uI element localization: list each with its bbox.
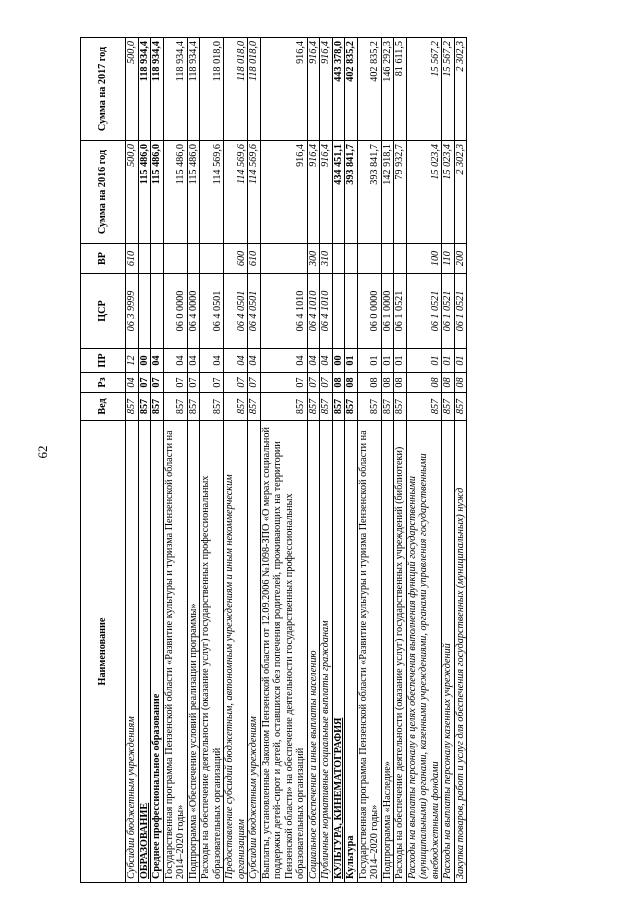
row-pr-cell: 04 xyxy=(200,349,224,373)
row-vr-cell: 310 xyxy=(320,244,333,274)
row-pr-cell: 01 xyxy=(406,349,442,373)
row-ved-cell: 857 xyxy=(307,393,320,421)
row-rz-cell: 07 xyxy=(248,373,261,393)
row-sum-2016-cell: 393 841,7 xyxy=(357,141,381,244)
row-sum-2017-cell: 118 018,0 xyxy=(248,38,261,141)
row-sum-2017-cell: 118 934,4 xyxy=(163,38,187,141)
row-sum-2016-cell: 114 569,6 xyxy=(224,141,248,244)
row-rz-cell: 07 xyxy=(307,373,320,393)
row-sum-2016-cell: 500,0 xyxy=(126,141,139,244)
row-name-cell: ОБРАЗОВАНИЕ xyxy=(138,421,151,883)
row-ved-cell: 857 xyxy=(381,393,394,421)
row-ved-cell: 857 xyxy=(320,393,333,421)
row-sum-2017-cell: 402 835,2 xyxy=(345,38,358,141)
row-name-cell: Расходы на обеспечение деятельности (оказание услуг) государственных учреждений (библиотеки) xyxy=(394,421,407,883)
row-sum-2016-cell: 2 302,3 xyxy=(454,141,467,244)
header-ved: Вед xyxy=(81,393,126,421)
table-row xyxy=(200,38,224,883)
row-sum-2017-cell: 118 934,4 xyxy=(187,38,200,141)
row-vr-cell xyxy=(163,244,187,274)
row-rz-cell: 07 xyxy=(163,373,187,393)
row-pr-cell: 04 xyxy=(163,349,187,373)
row-sum-2017-cell: 15 567,2 xyxy=(406,38,442,141)
row-vr-cell xyxy=(187,244,200,274)
row-pr-cell: 04 xyxy=(320,349,333,373)
row-ved-cell: 857 xyxy=(126,393,139,421)
row-rz-cell: 08 xyxy=(406,373,442,393)
row-name-cell: Государственная программа Пензенской области «Развитие культуры и туризма Пензенской области на 2014–2020 годы» xyxy=(163,421,187,883)
row-sum-2017-cell: 118 934,4 xyxy=(138,38,151,141)
row-rz-cell: 07 xyxy=(224,373,248,393)
row-vr-cell xyxy=(345,244,358,274)
row-csr-cell: 06 4 0501 xyxy=(224,274,248,349)
header-row xyxy=(81,38,126,883)
row-sum-2016-cell: 115 486,0 xyxy=(138,141,151,244)
row-pr-cell: 04 xyxy=(187,349,200,373)
row-sum-2016-cell: 15 023,4 xyxy=(442,141,455,244)
row-pr-cell: 04 xyxy=(307,349,320,373)
row-name-cell: Среднее профессиональное образование xyxy=(151,421,164,883)
row-name-cell: Предоставление субсидий бюджетным, автономным учреждениям и иным некоммерческим организациям xyxy=(224,421,248,883)
table-row xyxy=(406,38,442,883)
row-vr-cell: 200 xyxy=(454,244,467,274)
row-csr-cell: 06 4 0000 xyxy=(187,274,200,349)
row-name-cell: Подпрограмма «Наследие» xyxy=(381,421,394,883)
row-rz-cell: 08 xyxy=(381,373,394,393)
table-row xyxy=(248,38,261,883)
table-row xyxy=(307,38,320,883)
row-sum-2016-cell: 142 918,1 xyxy=(381,141,394,244)
row-name-cell: Выплаты, установленные Законом Пензенской области от 12.09.2006 №1098-ЗПО «О мерах социальной поддержки детей-сирот и детей, оставшихся без попечения родителей, проживающих на территории Пензенской области» на обеспечение деятельности государственных профессиональных образовательных организаций xyxy=(260,421,307,883)
row-vr-cell: 600 xyxy=(224,244,248,274)
rotated-page xyxy=(80,38,600,883)
row-csr-cell: 06 4 0501 xyxy=(200,274,224,349)
row-vr-cell xyxy=(151,244,164,274)
header-sum-2017: Сумма на 2017 год xyxy=(81,38,126,141)
row-pr-cell: 01 xyxy=(345,349,358,373)
row-sum-2017-cell: 81 611,5 xyxy=(394,38,407,141)
row-pr-cell: 04 xyxy=(224,349,248,373)
table-row xyxy=(224,38,248,883)
page-number: 62 xyxy=(35,445,50,459)
table-row xyxy=(126,38,139,883)
table-row xyxy=(357,38,381,883)
row-name-cell: Культура xyxy=(345,421,358,883)
row-sum-2017-cell: 146 292,3 xyxy=(381,38,394,141)
row-sum-2017-cell: 2 302,3 xyxy=(454,38,467,141)
row-ved-cell: 857 xyxy=(394,393,407,421)
row-sum-2016-cell: 114 569,6 xyxy=(200,141,224,244)
row-rz-cell: 07 xyxy=(200,373,224,393)
row-csr-cell xyxy=(332,274,345,349)
row-sum-2017-cell: 118 018,0 xyxy=(200,38,224,141)
budget-table xyxy=(80,37,467,883)
row-pr-cell: 04 xyxy=(248,349,261,373)
row-pr-cell: 04 xyxy=(151,349,164,373)
row-ved-cell: 857 xyxy=(187,393,200,421)
row-ved-cell: 857 xyxy=(138,393,151,421)
row-csr-cell: 06 1 0000 xyxy=(381,274,394,349)
row-vr-cell xyxy=(381,244,394,274)
row-pr-cell: 00 xyxy=(138,349,151,373)
table-body xyxy=(126,38,467,883)
row-ved-cell: 857 xyxy=(332,393,345,421)
row-name-cell: Публичные нормативные социальные выплаты гражданам xyxy=(320,421,333,883)
row-sum-2016-cell: 916,4 xyxy=(307,141,320,244)
row-ved-cell: 857 xyxy=(442,393,455,421)
row-name-cell: Государственная программа Пензенской области «Развитие культуры и туризма Пензенской области на 2014–2020 годы» xyxy=(357,421,381,883)
row-pr-cell: 01 xyxy=(394,349,407,373)
table-row xyxy=(394,38,407,883)
row-sum-2016-cell: 115 486,0 xyxy=(151,141,164,244)
row-vr-cell: 610 xyxy=(248,244,261,274)
table-row xyxy=(454,38,467,883)
row-sum-2016-cell: 916,4 xyxy=(260,141,307,244)
table-row xyxy=(187,38,200,883)
row-sum-2017-cell: 118 934,4 xyxy=(151,38,164,141)
header-pr: ПР xyxy=(81,349,126,373)
row-pr-cell: 12 xyxy=(126,349,139,373)
row-rz-cell: 08 xyxy=(442,373,455,393)
row-sum-2016-cell: 79 932,7 xyxy=(394,141,407,244)
row-ved-cell: 857 xyxy=(163,393,187,421)
row-ved-cell: 857 xyxy=(151,393,164,421)
row-ved-cell: 857 xyxy=(406,393,442,421)
row-ved-cell: 857 xyxy=(260,393,307,421)
row-name-cell: Социальное обеспечение и иные выплаты населению xyxy=(307,421,320,883)
row-vr-cell xyxy=(357,244,381,274)
header-rz: Рз xyxy=(81,373,126,393)
row-csr-cell xyxy=(138,274,151,349)
row-sum-2016-cell: 115 486,0 xyxy=(187,141,200,244)
row-sum-2017-cell: 443 378,0 xyxy=(332,38,345,141)
table-row xyxy=(320,38,333,883)
row-csr-cell: 06 4 0501 xyxy=(248,274,261,349)
row-ved-cell: 857 xyxy=(357,393,381,421)
table-row xyxy=(151,38,164,883)
row-pr-cell: 01 xyxy=(454,349,467,373)
row-ved-cell: 857 xyxy=(200,393,224,421)
row-rz-cell: 07 xyxy=(320,373,333,393)
table-row xyxy=(381,38,394,883)
row-ved-cell: 857 xyxy=(345,393,358,421)
row-vr-cell xyxy=(200,244,224,274)
table-row xyxy=(138,38,151,883)
row-csr-cell: 06 4 1010 xyxy=(307,274,320,349)
row-vr-cell xyxy=(394,244,407,274)
row-name-cell: Субсидии бюджетным учреждениям xyxy=(248,421,261,883)
row-csr-cell: 06 3 9999 xyxy=(126,274,139,349)
row-sum-2017-cell: 916,4 xyxy=(260,38,307,141)
row-vr-cell: 300 xyxy=(307,244,320,274)
row-csr-cell: 06 0 0000 xyxy=(357,274,381,349)
row-csr-cell: 06 4 1010 xyxy=(260,274,307,349)
row-sum-2016-cell: 15 023,4 xyxy=(406,141,442,244)
row-pr-cell: 00 xyxy=(332,349,345,373)
header-vr: ВР xyxy=(81,244,126,274)
row-rz-cell: 07 xyxy=(260,373,307,393)
row-name-cell: Расходы на выплаты персоналу в целях обеспечения выполнения функций государственными (муниципальными) органами, казенными учреждениями, органами управления государственными внебюджетными фондами xyxy=(406,421,442,883)
row-sum-2017-cell: 118 018,0 xyxy=(224,38,248,141)
row-csr-cell xyxy=(345,274,358,349)
row-pr-cell: 04 xyxy=(260,349,307,373)
table-row xyxy=(345,38,358,883)
row-csr-cell: 06 1 0521 xyxy=(442,274,455,349)
row-name-cell: Субсидии бюджетным учреждениям xyxy=(126,421,139,883)
row-vr-cell xyxy=(260,244,307,274)
row-sum-2017-cell: 402 835,2 xyxy=(357,38,381,141)
row-sum-2017-cell: 15 567,2 xyxy=(442,38,455,141)
row-pr-cell: 01 xyxy=(442,349,455,373)
row-vr-cell: 610 xyxy=(126,244,139,274)
row-ved-cell: 857 xyxy=(248,393,261,421)
row-name-cell: Расходы на обеспечение деятельности (оказание услуг) государственных профессиональных образовательных организаций xyxy=(200,421,224,883)
row-csr-cell xyxy=(151,274,164,349)
row-vr-cell xyxy=(332,244,345,274)
row-name-cell: КУЛЬТУРА, КИНЕМАТОГРАФИЯ xyxy=(332,421,345,883)
row-sum-2016-cell: 393 841,7 xyxy=(345,141,358,244)
row-vr-cell: 110 xyxy=(442,244,455,274)
row-rz-cell: 08 xyxy=(357,373,381,393)
row-csr-cell: 06 1 0521 xyxy=(394,274,407,349)
table-row xyxy=(332,38,345,883)
row-rz-cell: 04 xyxy=(126,373,139,393)
row-name-cell: Подпрограмма «Обеспечение условий реализации программы» xyxy=(187,421,200,883)
row-ved-cell: 857 xyxy=(454,393,467,421)
row-rz-cell: 07 xyxy=(138,373,151,393)
row-vr-cell xyxy=(138,244,151,274)
row-name-cell: Расходы на выплаты персоналу казенных учреждений xyxy=(442,421,455,883)
table-row xyxy=(163,38,187,883)
row-rz-cell: 08 xyxy=(332,373,345,393)
row-pr-cell: 01 xyxy=(381,349,394,373)
header-sum-2016: Сумма на 2016 год xyxy=(81,141,126,244)
row-rz-cell: 07 xyxy=(187,373,200,393)
row-csr-cell: 06 4 1010 xyxy=(320,274,333,349)
row-name-cell: Закупка товаров, работ и услуг для обеспечения государственных (муниципальных) нужд xyxy=(454,421,467,883)
header-csr: ЦСР xyxy=(81,274,126,349)
row-sum-2016-cell: 114 569,6 xyxy=(248,141,261,244)
row-csr-cell: 06 1 0521 xyxy=(406,274,442,349)
row-sum-2016-cell: 434 451,1 xyxy=(332,141,345,244)
row-sum-2017-cell: 916,4 xyxy=(320,38,333,141)
row-vr-cell: 100 xyxy=(406,244,442,274)
row-pr-cell: 01 xyxy=(357,349,381,373)
row-rz-cell: 08 xyxy=(454,373,467,393)
row-rz-cell: 08 xyxy=(394,373,407,393)
table-row xyxy=(260,38,307,883)
row-sum-2017-cell: 500,0 xyxy=(126,38,139,141)
row-rz-cell: 08 xyxy=(345,373,358,393)
table-row xyxy=(442,38,455,883)
row-sum-2016-cell: 916,4 xyxy=(320,141,333,244)
row-csr-cell: 06 1 0521 xyxy=(454,274,467,349)
row-sum-2016-cell: 115 486,0 xyxy=(163,141,187,244)
header-name: Наименование xyxy=(81,421,126,883)
row-rz-cell: 07 xyxy=(151,373,164,393)
row-sum-2017-cell: 916,4 xyxy=(307,38,320,141)
row-ved-cell: 857 xyxy=(224,393,248,421)
row-csr-cell: 06 0 0000 xyxy=(163,274,187,349)
